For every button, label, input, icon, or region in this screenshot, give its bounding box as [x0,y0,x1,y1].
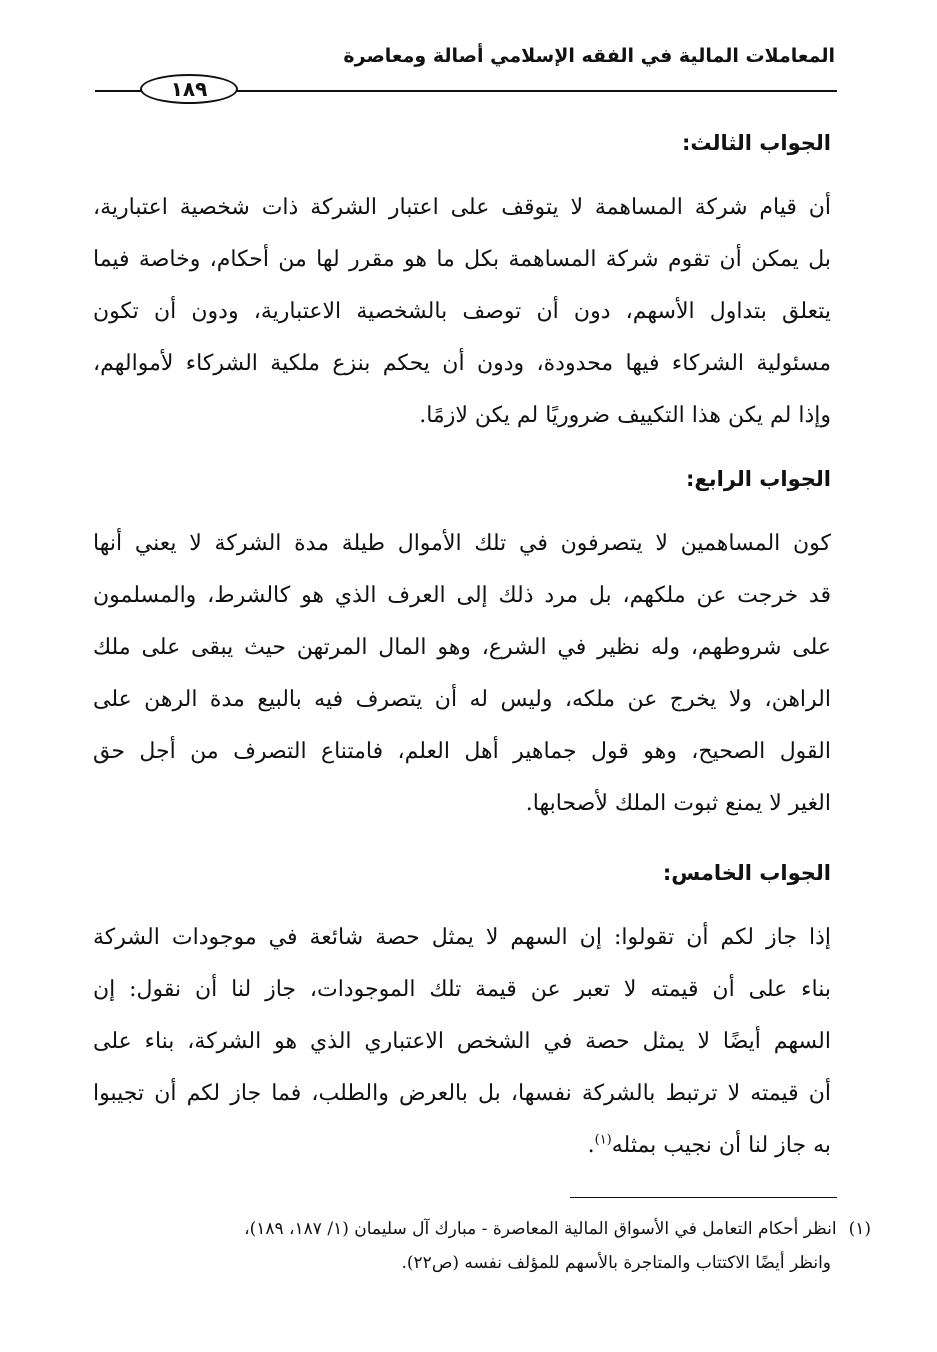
paragraph-fourth-answer [93,518,831,830]
footnote-text: انظر أحكام التعامل في الأسواق المالية المعاصرة - مبارك آل سليمان (١/ ١٨٧، ١٨٩)، [244,1219,837,1239]
paragraph-line: وإذا لم يكن هذا التكييف ضروريًا لم يكن لازمًا. [419,403,831,428]
paragraph-line: يتعلق بتداول الأسهم، دون أن توصف بالشخصية الاعتبارية، ودون أن تكون [93,299,831,324]
footnote-marker: (١) [848,1219,871,1239]
paragraph-line: مسئولية الشركاء فيها محدودة، ودون أن يحكم بنزع ملكية الشركاء لأموالهم، [93,351,831,376]
paragraph-line: الراهن، ولا يخرج عن ملكه، وليس له أن يتصرف فيه بالبيع مدة الرهن على [93,687,831,712]
paragraph-line: بناء على أن قيمته لا تعبر عن قيمة تلك الموجودات، جاز لنا أن نقول: إن [93,977,831,1002]
paragraph-line: أن قيمته لا ترتبط بالشركة نفسها، بل بالعرض والطلب، فما جاز لكم أن تجيبوا [93,1081,831,1106]
closing-punctuation: . [587,1133,595,1158]
footnote [91,1212,871,1280]
paragraph-line: على شروطهم، وله نظير في الشرع، وهو المال المرتهن حيث يبقى على ملك [93,635,831,660]
footnote-reference[interactable]: (١) [594,1132,612,1148]
paragraph-line: السهم أيضًا لا يمثل حصة في الشخص الاعتباري الذي هو الشركة، بناء على [93,1029,831,1054]
paragraph-line: كون المساهمين لا يتصرفون في تلك الأموال طيلة مدة الشركة لا يعني أنها [93,531,831,556]
paragraph-third-answer [93,182,831,442]
paragraph-line: الغير لا يمنع ثبوت الملك لأصحابها. [525,791,831,816]
running-header-title: المعاملات المالية في الفقه الإسلامي أصالة ومعاصرة [343,45,835,67]
paragraph-line: القول الصحيح، وهو قول جماهير أهل العلم، فامتناع التصرف من أجل حق [93,739,831,764]
paragraph-fifth-answer [93,912,831,1172]
page-number: ١٨٩ [140,74,238,104]
paragraph-line-text: به جاز لنا أن نجيب بمثله [611,1133,831,1158]
section-heading-fifth-answer: الجواب الخامس: [662,861,831,885]
section-heading-third-answer: الجواب الثالث: [681,131,831,155]
footnote-separator [570,1197,837,1198]
paragraph-line: إذا جاز لكم أن تقولوا: إن السهم لا يمثل حصة شائعة في موجودات الشركة [93,925,831,950]
paragraph-line-last [93,1120,831,1172]
footnote-line: وانظر أيضًا الاكتتاب والمتاجرة بالأسهم للمؤلف نفسه (ص٢٢). [401,1253,831,1273]
paragraph-line: أن قيام شركة المساهمة لا يتوقف على اعتبار الشركة ذات شخصية اعتبارية، [93,195,831,220]
paragraph-line: بل يمكن أن تقوم شركة المساهمة بكل ما هو مقرر لها من أحكام، وخاصة فيما [93,247,831,272]
paragraph-line: قد خرجت عن ملكهم، بل مرد ذلك إلى العرف الذي هو كالشرط، والمسلمون [93,583,831,608]
section-heading-fourth-answer: الجواب الرابع: [686,467,831,491]
footnote-line [91,1212,871,1246]
